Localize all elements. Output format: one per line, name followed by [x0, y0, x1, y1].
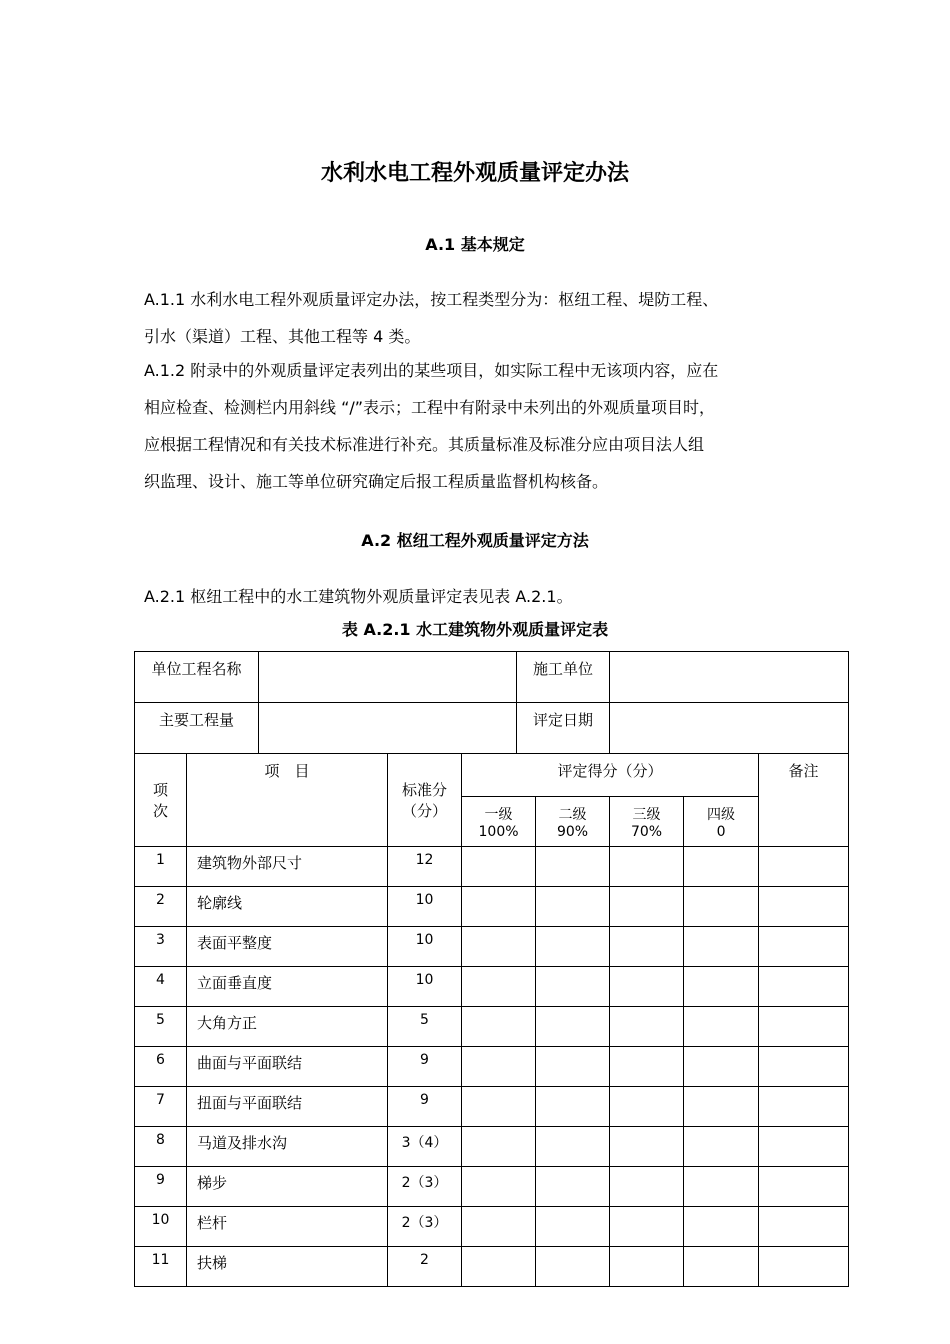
row-item: 曲面与平面联结: [187, 1047, 388, 1087]
score-cell-grade2[interactable]: [536, 1247, 610, 1287]
score-cell-grade4[interactable]: [684, 1007, 759, 1047]
score-cell-grade1[interactable]: [462, 1007, 536, 1047]
col-header-remark: 备注: [759, 754, 849, 847]
score-cell-grade2[interactable]: [536, 1167, 610, 1207]
score-cell-grade4[interactable]: [684, 927, 759, 967]
section-heading-a2: A.2 枢纽工程外观质量评定方法: [361, 531, 589, 550]
grade-name: 一级: [484, 806, 513, 823]
score-cell-grade3[interactable]: [610, 1047, 684, 1087]
col-header-std-line2: （分）: [402, 802, 448, 820]
score-cell-grade1[interactable]: [462, 927, 536, 967]
row-no: 10: [135, 1207, 187, 1247]
paragraph-a1-1: [144, 281, 814, 355]
score-cell-grade2[interactable]: [536, 927, 610, 967]
row-item: 表面平整度: [187, 927, 388, 967]
row-item: 马道及排水沟: [187, 1127, 388, 1167]
main-quantity-value[interactable]: [259, 703, 517, 754]
header-row-quantity: [135, 703, 849, 754]
row-no: 11: [135, 1247, 187, 1287]
remark-cell[interactable]: [759, 1247, 849, 1287]
score-cell-grade4[interactable]: [684, 1127, 759, 1167]
table-row: [135, 1247, 849, 1287]
section-heading-a1: A.1 基本规定: [425, 235, 525, 254]
grade-2-header: [536, 797, 610, 847]
row-item: 栏杆: [187, 1207, 388, 1247]
score-cell-grade2[interactable]: [536, 887, 610, 927]
remark-cell[interactable]: [759, 927, 849, 967]
document-title: 水利水电工程外观质量评定办法: [320, 161, 629, 186]
grade-pct: 100%: [478, 823, 519, 840]
row-item: 大角方正: [187, 1007, 388, 1047]
score-cell-grade4[interactable]: [684, 1087, 759, 1127]
remark-cell[interactable]: [759, 1207, 849, 1247]
table-row: [135, 967, 849, 1007]
grade-pct: 90%: [556, 823, 589, 840]
score-cell-grade1[interactable]: [462, 1047, 536, 1087]
paragraph-line: A.1.1 水利水电工程外观质量评定办法，按工程类型分为：枢纽工程、堤防工程、: [144, 290, 719, 309]
col-header-no: [135, 754, 187, 847]
row-item: 立面垂直度: [187, 967, 388, 1007]
score-cell-grade3[interactable]: [610, 887, 684, 927]
score-cell-grade4[interactable]: [684, 887, 759, 927]
row-no: 9: [135, 1167, 187, 1207]
remark-cell[interactable]: [759, 967, 849, 1007]
score-cell-grade1[interactable]: [462, 1167, 536, 1207]
row-no: 4: [135, 967, 187, 1007]
score-cell-grade3[interactable]: [610, 967, 684, 1007]
row-std: 5: [388, 1007, 462, 1047]
score-cell-grade3[interactable]: [610, 927, 684, 967]
remark-cell[interactable]: [759, 1087, 849, 1127]
table-row: [135, 1047, 849, 1087]
grade-4-header: [684, 797, 759, 847]
paragraph-a1-2: [144, 352, 814, 500]
table-row: [135, 1087, 849, 1127]
col-header-score: 评定得分（分）: [462, 754, 759, 797]
row-no: 2: [135, 887, 187, 927]
construction-unit-value[interactable]: [610, 652, 849, 703]
score-cell-grade3[interactable]: [610, 1167, 684, 1207]
row-std: 2（3）: [388, 1167, 462, 1207]
table-row: [135, 1167, 849, 1207]
score-cell-grade2[interactable]: [536, 1127, 610, 1167]
row-std: 9: [388, 1047, 462, 1087]
score-cell-grade2[interactable]: [536, 1087, 610, 1127]
table-row: [135, 1127, 849, 1167]
col-header-item: 项 目: [187, 754, 388, 847]
row-no: 3: [135, 927, 187, 967]
row-std: 12: [388, 847, 462, 887]
row-std: 3（4）: [388, 1127, 462, 1167]
grade-pct: 70%: [630, 823, 663, 840]
eval-date-value[interactable]: [610, 703, 849, 754]
grade-name: 四级: [707, 806, 736, 823]
score-cell-grade2[interactable]: [536, 847, 610, 887]
row-no: 6: [135, 1047, 187, 1087]
col-header-no-line2: 次: [152, 802, 168, 820]
row-std: 9: [388, 1087, 462, 1127]
score-cell-grade4[interactable]: [684, 1207, 759, 1247]
eval-date-label: 评定日期: [517, 703, 610, 754]
score-cell-grade4[interactable]: [684, 1047, 759, 1087]
remark-cell[interactable]: [759, 1127, 849, 1167]
table-row: [135, 847, 849, 887]
row-item: 建筑物外部尺寸: [187, 847, 388, 887]
row-item: 梯步: [187, 1167, 388, 1207]
row-std: 2（3）: [388, 1207, 462, 1247]
score-cell-grade3[interactable]: [610, 1247, 684, 1287]
table-row: [135, 887, 849, 927]
row-no: 1: [135, 847, 187, 887]
paragraph-line: A.1.2 附录中的外观质量评定表列出的某些项目，如实际工程中无该项内容，应在: [144, 361, 719, 380]
score-cell-grade1[interactable]: [462, 967, 536, 1007]
grade-3-header: [610, 797, 684, 847]
column-header-row: [135, 754, 849, 797]
table-row: [135, 1207, 849, 1247]
paragraph-line: 应根据工程情况和有关技术标准进行补充。其质量标准及标准分应由项目法人组: [144, 435, 705, 454]
row-std: 10: [388, 967, 462, 1007]
col-header-std: [388, 754, 462, 847]
col-header-no-line1: 项: [152, 781, 168, 799]
remark-cell[interactable]: [759, 1047, 849, 1087]
score-cell-grade1[interactable]: [462, 847, 536, 887]
remark-cell[interactable]: [759, 887, 849, 927]
score-cell-grade4[interactable]: [684, 967, 759, 1007]
row-std: 10: [388, 887, 462, 927]
row-std: 10: [388, 927, 462, 967]
score-cell-grade3[interactable]: [610, 1127, 684, 1167]
remark-cell[interactable]: [759, 847, 849, 887]
row-std: 2: [388, 1247, 462, 1287]
score-cell-grade2[interactable]: [536, 1047, 610, 1087]
score-cell-grade1[interactable]: [462, 1207, 536, 1247]
score-cell-grade3[interactable]: [610, 1207, 684, 1247]
score-cell-grade4[interactable]: [684, 1167, 759, 1207]
row-item: 扶梯: [187, 1247, 388, 1287]
score-cell-grade1[interactable]: [462, 887, 536, 927]
row-no: 5: [135, 1007, 187, 1047]
quality-assessment-table: [134, 651, 849, 1287]
paragraph-line: 相应检查、检测栏内用斜线 “/”表示；工程中有附录中未列出的外观质量项目时，: [144, 398, 716, 417]
unit-name-value[interactable]: [259, 652, 517, 703]
table-row: [135, 1007, 849, 1047]
remark-cell[interactable]: [759, 1167, 849, 1207]
construction-unit-label: 施工单位: [517, 652, 610, 703]
score-cell-grade3[interactable]: [610, 1087, 684, 1127]
remark-cell[interactable]: [759, 1007, 849, 1047]
score-cell-grade3[interactable]: [610, 1007, 684, 1047]
score-cell-grade2[interactable]: [536, 967, 610, 1007]
score-cell-grade1[interactable]: [462, 1127, 536, 1167]
unit-name-label: 单位工程名称: [135, 652, 259, 703]
row-item: 轮廓线: [187, 887, 388, 927]
score-cell-grade3[interactable]: [610, 847, 684, 887]
table-row: [135, 927, 849, 967]
grade-pct: 0: [716, 823, 726, 840]
grade-name: 二级: [558, 806, 587, 823]
score-cell-grade4[interactable]: [684, 1247, 759, 1287]
grade-1-header: [462, 797, 536, 847]
score-cell-grade1[interactable]: [462, 1247, 536, 1287]
header-row-unit: [135, 652, 849, 703]
paragraph-line: 引水（渠道）工程、其他工程等 4 类。: [144, 327, 421, 346]
row-item: 扭面与平面联结: [187, 1087, 388, 1127]
score-cell-grade4[interactable]: [684, 847, 759, 887]
table-caption: 表 A.2.1 水工建筑物外观质量评定表: [341, 620, 609, 639]
score-cell-grade1[interactable]: [462, 1087, 536, 1127]
paragraph-a2-1: A.2.1 枢纽工程中的水工建筑物外观质量评定表见表 A.2.1。: [144, 587, 573, 606]
row-no: 8: [135, 1127, 187, 1167]
main-quantity-label: 主要工程量: [135, 703, 259, 754]
col-header-std-line1: 标准分: [402, 781, 448, 799]
row-no: 7: [135, 1087, 187, 1127]
paragraph-line: 织监理、设计、施工等单位研究确定后报工程质量监督机构核备。: [144, 472, 609, 491]
score-cell-grade2[interactable]: [536, 1007, 610, 1047]
grade-name: 三级: [632, 806, 661, 823]
score-cell-grade2[interactable]: [536, 1207, 610, 1247]
